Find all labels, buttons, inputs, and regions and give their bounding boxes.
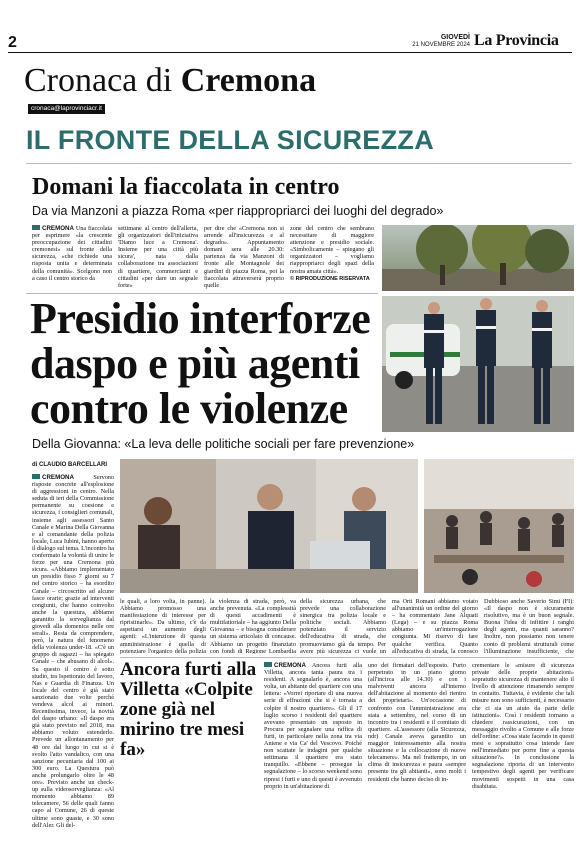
- article1-col4-text: zone del centro che sembrano necessitare di maggiore attenzione e presidio sociale. «Simbolicamente – spiegano gli organizzatori – vogliamo riappropriarci degli spazi della nostra amata città».: [290, 225, 374, 275]
- section-email[interactable]: cronaca@laprovinciacr.it: [28, 104, 105, 114]
- article3-tag: CREMONA: [264, 662, 306, 669]
- article2-col-left-text: Servono risposte concrete all'esplosione di aggressioni in centro. Nella seduta di ieri della Commissione permanente su coesione e sicurezza, i consiglieri comunali, insieme agli assessori Santo Canale e Marina Della Giovanna e al comandante della polizia locale, Luca Iubini, hanno aperto il dialogo sul tema. L'incontro ha confermato la volontà di unire le forze per una Cremona più sicura. «Abbiamo implementato un presidio fisso 7 giorni su 7 nel centro storico – ha esordito Canale – circoscritto ad alcune fasce orarie; grazie ad interventi congiunti, che hanno coinvolto anche la questura, abbiamo garantito la sorveglianza dal giovedì alla domenica nelle ore serali». Resta da comprendere, però, la natura del fenomeno della violenza under-18. «C'è un gruppo di ragazzi – ha spiegato Canale – che abusano di alcol». Su questo il centro è sotto studio, tra Ispettorato del lavoro, Nas e Guardia di Finanza. Un locale del centro è già stato sanzionato due volte perché vendeva alcol ai minori. Recentissima, invece, la novità del daspo urbano: «Il daspo era già stato previsto nel 2018, ma abbiamo voluto estenderlo. Prevede un allontanamento per 48 ore dal luogo in cui si è svolto l'atto vandalico, con una sanzione pecuniaria dal 100 ai 300 euro. La Questura può anche prolungarlo oltre le 48 ore». Previsto anche un check-up sulla videosorveglianza: «Al momento abbiamo 89 telecamere, 56 delle quali fanno capo al Comune, 26 di queste ultime sono guaste, e 30 sono dell'Aler. Gli del-: [32, 474, 114, 829]
- meeting-room-image: [424, 459, 574, 593]
- article2-column-e: [484, 598, 574, 654]
- masthead-date-text: 21 NOVEMBRE 2024: [412, 42, 470, 48]
- section-title: [24, 62, 316, 100]
- article2-subtitle: Della Giovanna: «La leva delle politiche sociali per fare prevenzione»: [32, 437, 415, 451]
- article1-column-2: [118, 225, 198, 289]
- article2-title: Presidio interforze daspo e più agenti contro le violenze: [30, 294, 371, 433]
- article1-copyright: © RIPRODUZIONE RISERVATA: [290, 275, 370, 282]
- article3-title: Ancora furti alla Villetta «Colpite zone già nel mirino tre mesi fa»: [120, 659, 257, 760]
- kicker-heading: IL FRONTE DELLA SICUREZZA: [26, 125, 434, 155]
- article1-col1-text: Una fiaccolata per esprimere «la crescente preoccupazione dei cittadini cremonesi» sul fronte della sicurezza, «che richiede una risposta unita e determinata della comunità». Scelgono non a caso il centro storico da: [32, 225, 112, 282]
- article2-col-a-text: le quali, a loro volta, in panne). Abbiamo promosso una manifestazione di interesse per ripristinarle». Da ultimo, c'è da aspettarsi un aumento degli agenti: «L'intenzione di questa amministrazione è quella di potenziare l'organico della polizia: [120, 598, 206, 654]
- article3-column-2: [368, 662, 466, 836]
- article1-tag: CREMONA: [32, 225, 74, 232]
- article1-column-1: [32, 225, 112, 289]
- section-city: Cremona: [180, 62, 317, 99]
- commission-meeting-image: [120, 459, 418, 593]
- article1-title: Domani la fiaccolata in centro: [32, 174, 340, 200]
- article2-byline: di CLAUDIO BARCELLARI: [32, 462, 107, 468]
- police-photo: [382, 296, 574, 432]
- tree-street-image: [382, 225, 574, 291]
- article3-col1-text: Ancora furti alla Villetta, ancora tanta paura tra i residenti. A segnalarlo è, ancora una volta, un abitante del quartiere con una lettera: «Vorrei riportare di una nuova serie di effrazioni che si è tornata a colpire il nostro quartiere». Gli il 17 luglio scorso i residenti del quartiere avevano presentato un esposto in Procura per segnalare una raffica di furti, in particolare nella zona tra via Aniene e via Ca' del Vescovo. Poiché non scattate le indagini per qualche settimana il quartiere era stato tranquillo. «Ebbene – prosegue la segnalazione – lo scorso weekend sono ripresi i furti e uno di questi è avvenuto proprio in un'abitazione di: [264, 662, 362, 790]
- article3-col3-text: crementare le «misure di sicurezza private delle proprie abitazioni» sopratutto sicurezza di mantenere alto il livello di attenzione rimanendo sempre in contatto. Tuttavia, è evidente che tali misure non sono sufficienti, è necessario che ci sia un aiuto da parte delle istituzioni». Così i residenti tornano a chiedere rassicurazioni, con un messaggio rivolto a Comune e alle forze dell'ordine: «Cosa state facendo in questi mesi e soprattutto cosa intende fare nell'immediato per porre fine a questa situazione?». In conclusione la segnalazione riporta di un intervento tempestivo degli agenti per verificare movimenti sospetti in una casa disabitata.: [472, 662, 574, 790]
- page-number: 2: [8, 34, 17, 51]
- header-divider: [8, 52, 572, 53]
- section-prefix: Cronaca di: [24, 62, 173, 99]
- article3-column-3: [472, 662, 574, 836]
- article2-tag: CREMONA: [32, 474, 74, 481]
- article3-col2-text: uno dei firmatari dell'esposto. Furto perpetrato in un piano giorno (all'incirca alle 14.30) e con i malviventi ancora all'interno dell'abitazione al momento del rientro dei proprietari». Un'occasione di confronto con l'amministrazione era stata a settembre, nel corso di un incontro tra i residenti e il comitato di quartiere. «L'assessore (alla Sicurezza, ndr) Canale aveva garantito un maggior interessamento alla nostra situazione e la collocazione di nuove telecamere». Ma nel frattempo, in un clima di insicurezza e paura «sempre presente tra gli abitanti», sono molti i residenti che hanno deciso di in-: [368, 662, 466, 783]
- article2-col-e-text: Dubbioso anche Saverio Simi (FI): «Il daspo non è sicuramente risolutivo, ma è un buon segnale. Buona l'idea di infittire i ranghi degli agenti, ma quanti saranno? Inoltre, non possiamo non tenere conto di problemi strutturali come l'illuminazione insufficiente, che: [484, 598, 574, 654]
- article2-column-left: [32, 474, 114, 836]
- article2-col-c-text: della sicurezza urbana, che prevede una collaborazione sinergica tra polizia locale e politiche sociali. Abbiamo potenziato il servizio dell'educativa di strada, che promuoviamo già da tempo. Per avere più sicurezza ci vuole un: [300, 598, 386, 654]
- article2-column-c: [300, 598, 386, 654]
- article2-column-d: [392, 598, 478, 654]
- article1-col2-text: settimane al centro dell'allerta, gli organizzatori dell'iniziativa 'Diamo luce a Cremona'. Insieme per una città più sicura', nata dalla collaborazione tra associazioni di quartiere, commercianti e cittadini «per dare un segnale forte»: [118, 225, 198, 289]
- article1-subtitle: Da via Manzoni a piazza Roma «per riappropriarci dei luoghi del degrado»: [32, 204, 444, 218]
- article1-column-4: [290, 225, 374, 289]
- masthead-date: [410, 34, 470, 49]
- article2-column-a: [120, 598, 206, 654]
- commission-photo: [120, 459, 418, 593]
- article3-divider: [120, 657, 574, 658]
- masthead-day: GIOVEDÌ: [440, 34, 470, 41]
- newspaper-logo: La Provincia: [474, 32, 559, 49]
- meeting-room-photo: [424, 459, 574, 593]
- article2-column-b: [210, 598, 296, 654]
- article2-col-b-text: la violenza di strada, però, va anche prevenuta. «La complessità di questi accadimenti è multifattoriale – ha aggiunto Della Giovanna – e bisogna considerare un sistema articolato di concause. Abbiamo un progetto finanziato con fondi di Regione Lombardia: [210, 598, 296, 654]
- article1-column-3: [204, 225, 284, 289]
- police-officers-image: [382, 296, 574, 432]
- article1-photo: [382, 225, 574, 291]
- article3-column-1: [264, 662, 362, 836]
- kicker-divider: [26, 163, 572, 164]
- article1-col3-text: per dire che «Cremona non si arrende all'insicurezza e al degrado». Appuntamento domani sera alle 20.30: partenza da via Manzoni di fronte alle Montagnole dei giardini di piazza Roma, poi la fiaccolata attraverserà proprio quelle: [204, 225, 284, 289]
- article2-col-d-text: ma Orti Romani abbiamo votato all'unanimità un ordine del giorno – ha commentato Jane Alquati (Lega) – e su piazza Roma abbiamo un'interrogazione congiunta. Mi riservo di fare qualche verifica. Quanto all'educativa di strada, la conosco: [392, 598, 478, 654]
